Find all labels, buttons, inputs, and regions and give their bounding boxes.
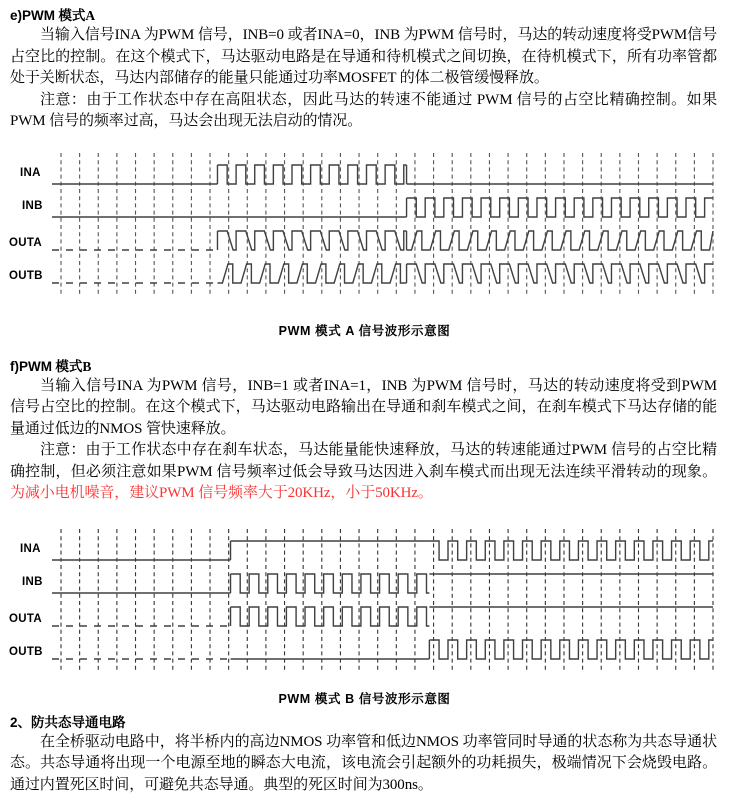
section-heading-pwm-mode-a bbox=[0, 6, 729, 25]
figure-waveform-pwm-mode-a bbox=[0, 151, 729, 299]
waveform-trace-rise bbox=[217, 264, 406, 283]
figure-a-caption: PWM 模式 A 信号波形示意图 bbox=[278, 323, 451, 338]
paragraph-shoot-through: 在全桥驱动电路中，将半桥内的高边NMOS 功率管和低边NMOS 功率管同时导通的状态称为共态导通状态。共态导通将出现一个电源至地的瞬态大电流，该电流会引起额外的功耗损失，极端情况下会烧毁电路。通过内置死区时间，可避免共态导通。典型的死区时间为300ns。 bbox=[10, 733, 717, 793]
figure-waveform-pwm-mode-b bbox=[0, 527, 729, 675]
heading-suffix-b: 模式B bbox=[51, 358, 92, 374]
waveform-b-label-outa: OUTA bbox=[9, 612, 42, 625]
figure-b-caption-gap bbox=[0, 675, 729, 689]
waveform-a-labels bbox=[9, 167, 43, 282]
paragraph-mode-b-1: 当输入信号INA 为PWM 信号，INB=1 或者INA=1，INB 为PWM 信号时，马达的转动速度将受到PWM 信号占空比的控制。在这个模式下，马达驱动电路输出在导通和刹车模式之间，在刹车模式下马达存储的能量通过低边的NMOS 管快速释放。 bbox=[10, 377, 717, 437]
paragraph-mode-a-2: 注意：由于工作状态中存在高阻状态，因此马达的转速不能通过 PWM 信号的占空比精确控制。如果 PWM 信号的频率过高，马达会出现无法启动的情况。 bbox=[10, 91, 717, 129]
waveform-b-labels bbox=[9, 543, 43, 658]
note-red-text: 为减小电机噪音，建议PWM 信号频率大于20KHz，小于50KHz。 bbox=[10, 485, 433, 501]
waveform-trace-pwm bbox=[429, 640, 713, 659]
waveform-b-svg bbox=[0, 527, 729, 675]
waveform-b-label-ina: INA bbox=[20, 542, 41, 555]
figure-a-caption-gap bbox=[0, 299, 729, 321]
waveform-a-gridlines bbox=[61, 153, 713, 297]
waveform-a-label-outb: OUTB bbox=[9, 269, 43, 282]
waveform-a-traces bbox=[52, 165, 713, 283]
heading-suffix-2: 防共态导通电路 bbox=[31, 714, 126, 730]
waveform-trace-pwm bbox=[231, 574, 430, 593]
paragraph-mode-b-note bbox=[0, 440, 729, 505]
figure-a-top-gap bbox=[0, 133, 729, 151]
paragraph-mode-a-1: 当输入信号INA 为PWM 信号，INB=0 或者INA=0，INB 为PWM 信号时，马达的转动速度将受PWM信号占空比的控制。在这个模式下，马达驱动电路是在导通和待机模式之间切换，在待机模式下，所有功率管都处于关断状态，马达内部储存的能量只能通过功率MOSFET 的体二极管缓慢释放。 bbox=[10, 27, 717, 86]
waveform-trace-decay bbox=[407, 264, 713, 283]
note-black-text: 注意：由于工作状态中存在刹车状态，马达能量能快速释放，马达的转速能通过PWM 信号的占空比精确控制，但必须注意如果PWM 信号频率过低会导致马达因进入刹车模式而出现无法连续平滑转动的现象。 bbox=[10, 442, 717, 480]
heading-prefix-2: 2、 bbox=[10, 714, 32, 730]
waveform-b-traces bbox=[52, 541, 713, 659]
heading-prefix-b: f)PWM bbox=[10, 358, 52, 374]
waveform-a-svg bbox=[0, 151, 729, 299]
heading-prefix-a: e)PWM bbox=[10, 8, 55, 23]
waveform-b-label-outb: OUTB bbox=[9, 645, 43, 658]
waveform-trace-pwm bbox=[231, 607, 430, 626]
waveform-a-label-outa: OUTA bbox=[9, 236, 42, 249]
figure-b-caption: PWM 模式 B 信号波形示意图 bbox=[278, 691, 451, 706]
section-heading-shoot-through bbox=[0, 713, 729, 732]
waveform-b-label-inb: INB bbox=[22, 575, 43, 588]
waveform-a-label-inb: INB bbox=[22, 199, 43, 212]
heading-suffix-a: 模式A bbox=[55, 8, 96, 23]
section-b-gap bbox=[0, 339, 729, 357]
waveform-trace-pwm bbox=[429, 541, 713, 560]
waveform-a-label-ina: INA bbox=[20, 166, 41, 179]
figure-b-top-gap bbox=[0, 505, 729, 527]
section-heading-pwm-mode-b bbox=[0, 357, 729, 376]
